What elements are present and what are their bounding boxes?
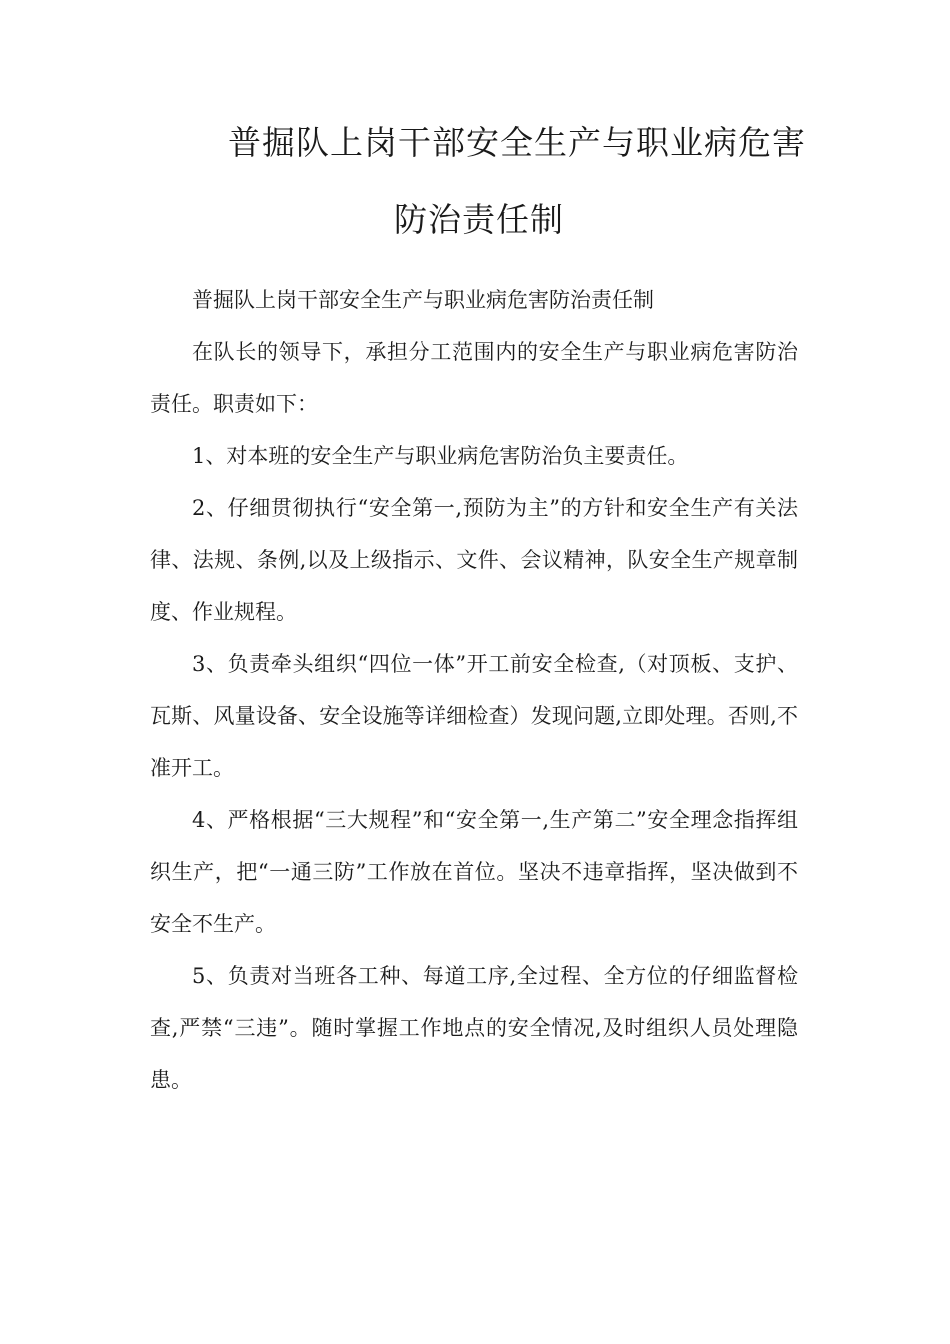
duty-item-1: 1、对本班的安全生产与职业病危害防治负主要责任。 (192, 444, 689, 468)
duty-item-5: 5、负责对当班各工种、每道工序,全过程、全方位的仔细监督检查,严禁“三违”。随时掌握工作地点的安全情况,及时组织人员处理隐患。 (150, 964, 798, 1092)
document-title-line-2: 防治责任制 (394, 200, 564, 239)
document-body (150, 274, 798, 1106)
subtitle-paragraph: 普掘队上岗干部安全生产与职业病危害防治责任制 (192, 288, 654, 312)
duty-item-3: 3、负责牵头组织“四位一体”开工前安全检查,（对顶板、支护、瓦斯、风量设备、安全设施等详细检查）发现问题,立即处理。否则,不准开工。 (150, 652, 798, 780)
intro-paragraph: 在队长的领导下，承担分工范围内的安全生产与职业病危害防治责任。职责如下： (150, 340, 798, 416)
document-title-line-1: 普掘队上岗干部安全生产与职业病危害 (228, 123, 806, 162)
duty-item-4: 4、严格根据“三大规程”和“安全第一,生产第二”安全理念指挥组织生产，把“一通三防”工作放在首位。坚决不违章指挥，坚决做到不安全不生产。 (150, 808, 798, 936)
duty-item-2: 2、仔细贯彻执行“安全第一,预防为主”的方针和安全生产有关法律、法规、条例,以及上级指示、文件、会议精神，队安全生产规章制度、作业规程。 (150, 496, 798, 624)
